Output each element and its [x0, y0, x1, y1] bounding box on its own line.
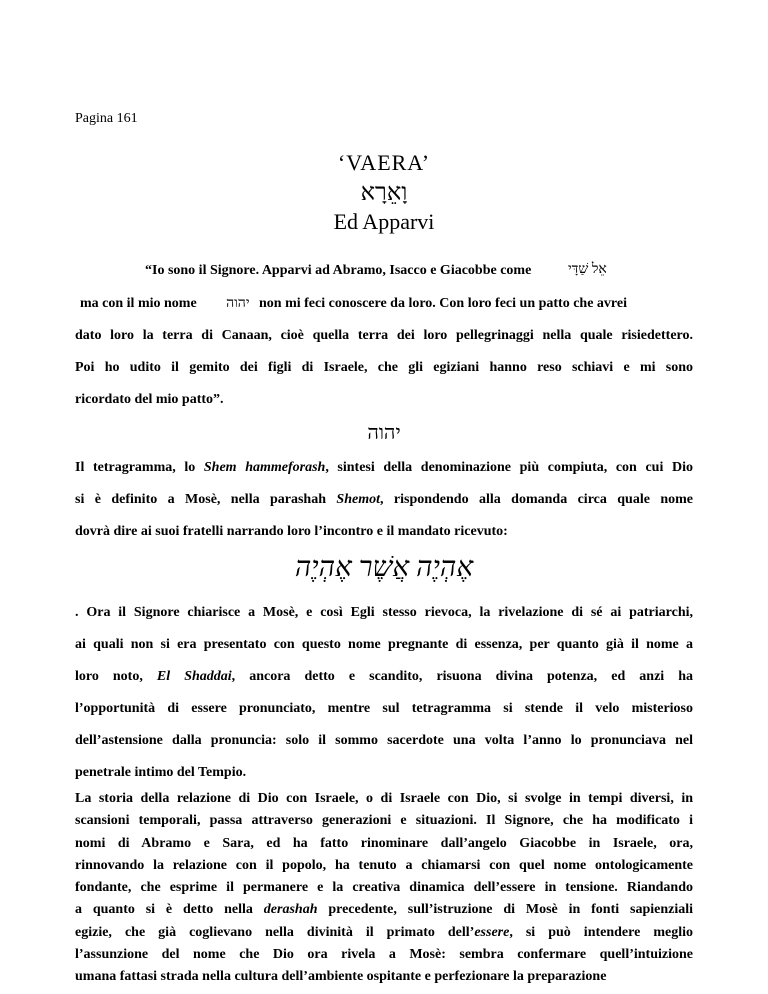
p1-line-3: dovrà dire ai suoi fratelli narrando loro l’incontro e il mandato ricevuto: [75, 524, 508, 539]
p3-line-5: fondante, che esprime il permanere e la creativa dinamica dell’essere in tensione. Riandando [75, 880, 693, 895]
p2-line-4: l’opportunità di essere pronunciato, mentre sul tetragramma si stende il velo misterioso [75, 701, 693, 716]
quote-line-2: ma con il mio nome יהוה non mi feci conoscere da loro. Con loro feci un patto che avrei [80, 296, 627, 311]
parashah-subtitle: Ed Apparvi [333, 209, 435, 234]
quote-hebrew-tetragram: יהוה [226, 296, 250, 311]
p3-line-9: umana fattasi strada nella cultura dell’ambiente ospitante e perfezionare la preparazione [75, 969, 607, 984]
tetragram-heading: יהוה [367, 422, 401, 444]
p3-line-4: rinnovando la relazione con il popolo, ha tenuto a chiamarsi con quel nome ontologicamente [75, 858, 693, 873]
p3-line-8: l’assunzione del nome che Dio ora rivela a Mosè: sembra confermare quell’intuizione [75, 947, 693, 962]
p2-line-1: . Ora il Signore chiarisce a Mosè, e così Egli stesso rievoca, la rivelazione di sé ai patriarchi, [75, 605, 693, 620]
parashah-title: ‘VAERA’ [337, 150, 431, 175]
parashah-title-hebrew: וָאֵרָא [360, 180, 408, 206]
quote-hebrew-el-shaddai: אֵל שַׁדָּי [568, 262, 607, 277]
p3-line-1: La storia della relazione di Dio con Israele, o di Israele con Dio, si svolge in tempi diversi, in [75, 791, 693, 806]
p3-line-3: nomi di Abramo e Sara, ed ha fatto rinominare dall’angelo Giacobbe in Israele, ora, [75, 836, 693, 851]
quote-line-1: “Io sono il Signore. Apparvi ad Abramo, Isacco e Giacobbe come [145, 263, 532, 278]
p2-line-5: dell’astensione dalla pronuncia: solo il sommo sacerdote una volta l’anno lo pronunciava nel [75, 733, 693, 748]
quote-line-3: dato loro la terra di Canaan, cioè quella terra dei loro pellegrinaggi nella quale risiedettero. [75, 328, 693, 343]
ehyeh-asher-ehyeh: אֶהְיֶה אֲשֶׁר אֶהְיֶה [294, 552, 474, 583]
p3-line-6: a quanto si è detto nella derashah precedente, sull’istruzione di Mosè in fonti sapienziali [75, 902, 694, 917]
page-number: Pagina 161 [75, 111, 138, 126]
p1-line-1: Il tetragramma, lo Shem hammeforash, sintesi della denominazione più compiuta, con cui Dio [75, 460, 693, 475]
p3-line-2: scansioni temporali, passa attraverso generazioni e situazioni. Il Signore, che ha modificato i [75, 813, 693, 828]
p2-line-3: loro noto, El Shaddai, ancora detto e scandito, risuona divina potenza, ed anzi ha [75, 669, 694, 684]
p3-line-7: egizie, che già coglievano nella divinità il primato dell’essere, si può intendere meglio [75, 925, 693, 940]
quote-line-4: Poi ho udito il gemito dei figli di Israele, che gli egiziani hanno reso schiavi e mi sono [75, 360, 693, 375]
p1-line-2: si è definito a Mosè, nella parashah Shemot, rispondendo alla domanda circa quale nome [75, 492, 693, 507]
p2-line-6: penetrale intimo del Tempio. [75, 765, 247, 780]
quote-line-5: ricordato del mio patto”. [75, 392, 224, 407]
p2-line-2: ai quali non si era presentato con questo nome pregnante di essenza, per quanto già il nome a [75, 637, 693, 652]
